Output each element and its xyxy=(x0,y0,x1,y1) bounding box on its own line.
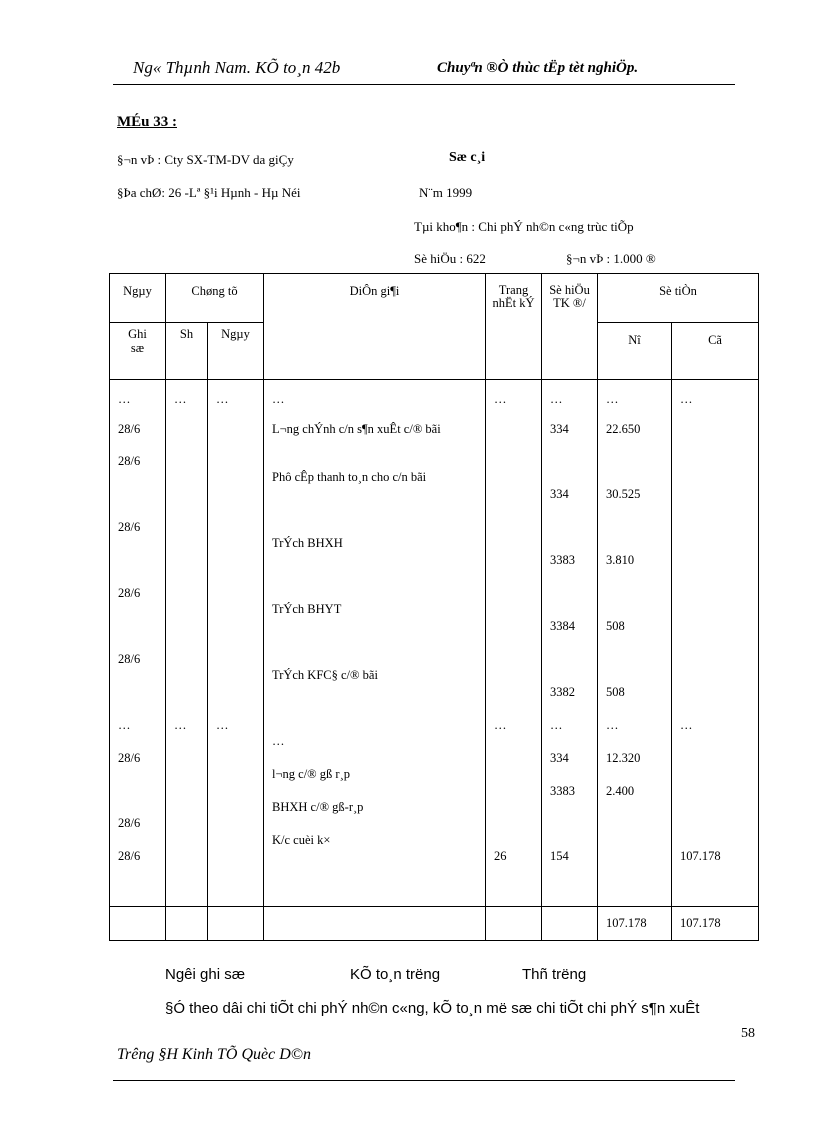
header-sh: Sh xyxy=(166,323,208,380)
credit-column xyxy=(672,380,758,906)
row-description: l¬ng c/® gß r¸p xyxy=(272,767,350,781)
row-account: 3384 xyxy=(550,619,575,633)
row-debit: 3.810 xyxy=(606,553,635,567)
row-debit: 508 xyxy=(606,619,625,633)
ellipsis: … xyxy=(118,718,131,732)
book-title: Sæ c¸i xyxy=(449,150,486,165)
footer-school: Trêng §H Kinh TÕ Quèc D©n xyxy=(117,1046,311,1063)
journal-page-value: 26 xyxy=(494,849,507,863)
row-account: 3382 xyxy=(550,685,575,699)
header-date: Ngµy xyxy=(110,274,166,323)
page-number: 58 xyxy=(741,1026,755,1041)
total-debit: 107.178 xyxy=(606,916,647,930)
header-voucher: Chøng tõ xyxy=(166,274,264,323)
row-account: 154 xyxy=(550,849,569,863)
unit-name: §¬n vÞ : Cty SX-TM-DV da giÇy xyxy=(117,152,294,167)
header-description: DiÔn gi¶i xyxy=(264,274,486,380)
account-column xyxy=(542,380,597,906)
row-date: 28/6 xyxy=(118,751,141,765)
header-voucher-date: Ngµy xyxy=(208,323,264,380)
signature-recorder: Ngêi ghi sæ xyxy=(165,966,246,983)
unit-address: §Þa chØ: 26 -Lª §¹i Hµnh - Hµ Néi xyxy=(117,185,301,200)
ellipsis: … xyxy=(606,718,619,732)
signature-head: Thñ trëng xyxy=(522,966,587,983)
row-account: 3383 xyxy=(550,553,575,567)
row-description: TrÝch KFC§ c/® bãi xyxy=(272,668,378,682)
header-account-ref: Sè hiÖu TK ®/ xyxy=(542,274,598,380)
row-date: 28/6 xyxy=(118,586,141,600)
row-description: TrÝch BHYT xyxy=(272,602,342,616)
totals-row xyxy=(110,907,759,941)
journal-page-column xyxy=(486,380,541,906)
ellipsis: … xyxy=(550,392,563,406)
ellipsis: … xyxy=(272,734,285,748)
date-column xyxy=(110,380,165,906)
row-date: 28/6 xyxy=(118,520,141,534)
row-description: K/c cuèi k× xyxy=(272,833,331,847)
row-credit: 107.178 xyxy=(680,849,721,863)
form-title: MÉu 33 : xyxy=(117,114,177,130)
header-author: Ng« Thµnh Nam. KÕ to¸n 42b xyxy=(133,58,341,77)
body-note: §Ó theo dâi chi tiÕt chi phÝ nh©n c«ng, kÕ to¸n më sæ chi tiÕt chi phÝ s¶n xuÊt xyxy=(165,1000,700,1017)
header-divider xyxy=(113,84,735,85)
footer-divider xyxy=(113,1080,735,1081)
row-date: 28/6 xyxy=(118,816,141,830)
ellipsis: … xyxy=(174,718,187,732)
account-name: Tµi kho¶n : Chi phÝ nh©n c«ng trùc tiÕp xyxy=(414,219,634,234)
row-debit: 30.525 xyxy=(606,487,641,501)
header-journal-page: Trang nhËt kÝ xyxy=(486,274,542,380)
ellipsis: … xyxy=(680,392,693,406)
sh-column xyxy=(166,380,207,906)
ellipsis: … xyxy=(118,392,131,406)
row-description: L¬ng chÝnh c/n s¶n xuÊt c/® bãi xyxy=(272,422,441,436)
voucher-date-column xyxy=(208,380,263,906)
ellipsis: … xyxy=(494,392,507,406)
header-amount: Sè tiÒn xyxy=(598,274,759,323)
ellipsis: … xyxy=(550,718,563,732)
row-date: 28/6 xyxy=(118,454,141,468)
row-debit: 12.320 xyxy=(606,751,641,765)
currency-unit: §¬n vÞ : 1.000 ® xyxy=(566,251,656,266)
row-date: 28/6 xyxy=(118,849,141,863)
row-debit: 2.400 xyxy=(606,784,635,798)
debit-column xyxy=(598,380,671,906)
ellipsis: … xyxy=(216,392,229,406)
row-account: 3383 xyxy=(550,784,575,798)
row-date: 28/6 xyxy=(118,652,141,666)
ellipsis: … xyxy=(680,718,693,732)
total-credit: 107.178 xyxy=(680,916,721,930)
ellipsis: … xyxy=(494,718,507,732)
row-debit: 22.650 xyxy=(606,422,641,436)
ellipsis: … xyxy=(174,392,187,406)
row-date: 28/6 xyxy=(118,422,141,436)
row-account: 334 xyxy=(550,751,569,765)
header-subject: Chuyªn ®Ò thùc tËp tèt nghiÖp. xyxy=(437,60,639,76)
book-year: N¨m 1999 xyxy=(419,185,473,200)
row-description: TrÝch BHXH xyxy=(272,536,343,550)
signature-chief-accountant: KÕ to¸n trëng xyxy=(350,966,441,983)
ellipsis: … xyxy=(272,392,285,406)
ellipsis: … xyxy=(216,718,229,732)
row-account: 334 xyxy=(550,487,569,501)
row-description: BHXH c/® gß-r¸p xyxy=(272,800,364,814)
row-description: Phô cÊp thanh to¸n cho c/n bãi xyxy=(272,470,427,484)
header-debit: Nî xyxy=(598,323,672,380)
row-debit: 508 xyxy=(606,685,625,699)
description-column xyxy=(264,380,485,906)
header-record-date: Ghi sæ xyxy=(110,323,166,380)
row-account: 334 xyxy=(550,422,569,436)
ellipsis: … xyxy=(606,392,619,406)
header-credit: Cã xyxy=(672,323,759,380)
ledger-table xyxy=(109,273,759,941)
account-number: Sè hiÖu : 622 xyxy=(414,251,486,266)
